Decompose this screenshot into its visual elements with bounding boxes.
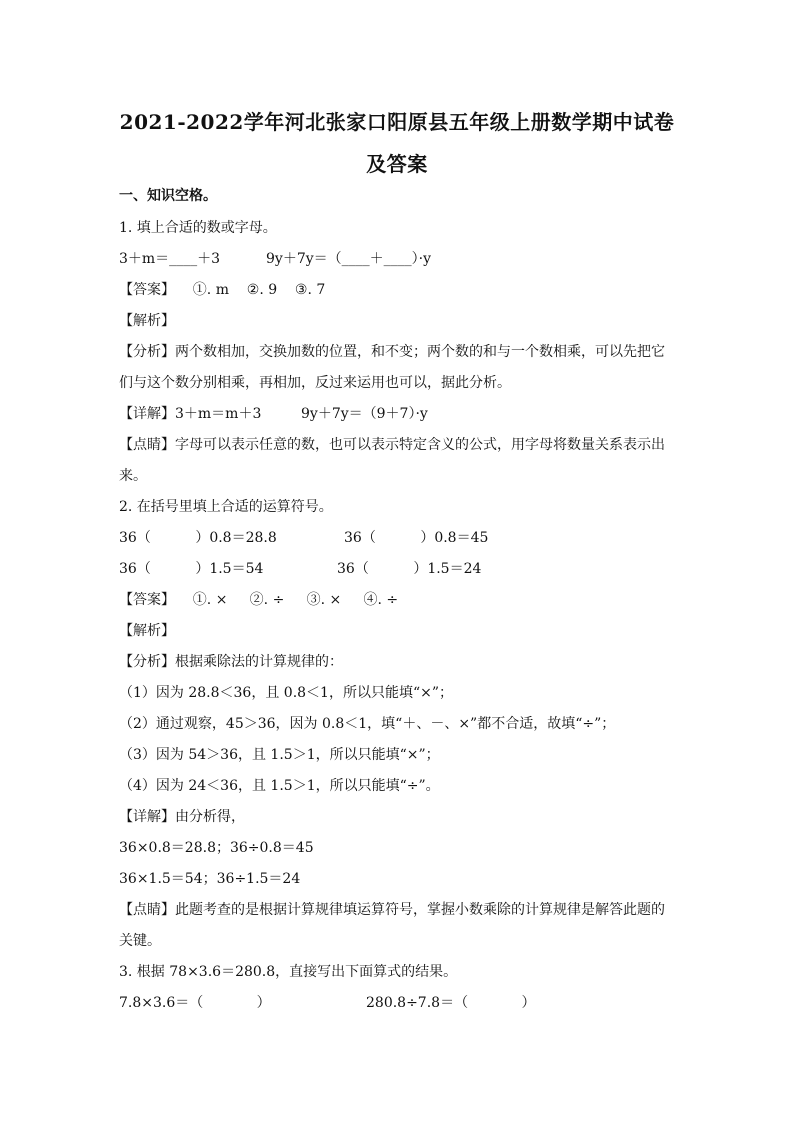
q2-point-2: （2）通过观察，45＞36，因为 0.8＜1，填“＋、－、×”都不合适，故填“÷”； <box>119 716 616 732</box>
q2-answer: 【答案】 ①. × ②. ÷ ③. × ④. ÷ <box>119 592 399 608</box>
q1-dianjing-1: 【点睛】字母可以表示任意的数，也可以表示特定含义的公式，用字母将数量关系表示出 <box>119 437 665 453</box>
q2-stem: 2. 在括号里填上合适的运算符号。 <box>119 499 333 515</box>
q1-jiexi: 【解析】 <box>119 313 175 329</box>
doc-title-line2: 及答案 <box>366 152 428 176</box>
q3-expr-a: 7.8×3.6＝（ ） <box>119 995 271 1011</box>
q2-dianjing-2: 关键。 <box>119 933 161 949</box>
q2-row1-a: 36（ ）0.8＝28.8 <box>119 530 277 546</box>
q2-row2-b: 36（ ）1.5＝24 <box>337 561 482 577</box>
q2-calc-2: 36×1.5＝54；36÷1.5＝24 <box>119 871 301 887</box>
q1-expr-a: 3＋m＝____＋3 <box>119 251 221 267</box>
q2-xiangjie: 【详解】由分析得， <box>119 809 245 825</box>
doc-title-line1: 2021-2022学年河北张家口阳原县五年级上册数学期中试卷 <box>119 110 675 134</box>
q2-row1-b: 36（ ）0.8＝45 <box>344 530 489 546</box>
q1-answer: 【答案】 ①. m ②. 9 ③. 7 <box>119 282 326 298</box>
q1-xiangjie-a: 【详解】3＋m＝m＋3 <box>119 406 262 422</box>
q1-expr-b: 9y＋7y＝（____＋____）·y <box>266 251 431 267</box>
q2-dianjing-1: 【点睛】此题考查的是根据计算规律填运算符号，掌握小数乘除的计算规律是解答此题的 <box>119 902 665 918</box>
q3-expr-b: 280.8÷7.8＝（ ） <box>366 995 536 1011</box>
q2-point-4: （4）因为 24＜36，且 1.5＞1，所以只能填“÷”。 <box>119 778 440 794</box>
q2-row2-a: 36（ ）1.5＝54 <box>119 561 264 577</box>
q1-stem: 1. 填上合适的数或字母。 <box>119 220 277 236</box>
q2-jiexi: 【解析】 <box>119 623 175 639</box>
q2-calc-1: 36×0.8＝28.8；36÷0.8＝45 <box>119 840 314 856</box>
section-heading: 一、知识空格。 <box>119 188 217 204</box>
q2-point-3: （3）因为 54＞36，且 1.5＞1，所以只能填“×”； <box>119 747 440 763</box>
q3-stem: 3. 根据 78×3.6＝280.8，直接写出下面算式的结果。 <box>119 964 458 980</box>
q2-fenxi: 【分析】根据乘除法的计算规律的： <box>119 654 343 670</box>
q2-point-1: （1）因为 28.8＜36，且 0.8＜1，所以只能填“×”； <box>119 685 454 701</box>
q1-fenxi-1: 【分析】两个数相加，交换加数的位置，和不变；两个数的和与一个数相乘，可以先把它 <box>119 344 665 360</box>
q1-dianjing-2: 来。 <box>119 468 147 484</box>
q1-fenxi-2: 们与这个数分别相乘，再相加，反过来运用也可以，据此分析。 <box>119 375 511 391</box>
q1-xiangjie-b: 9y＋7y＝（9＋7）·y <box>301 406 428 422</box>
